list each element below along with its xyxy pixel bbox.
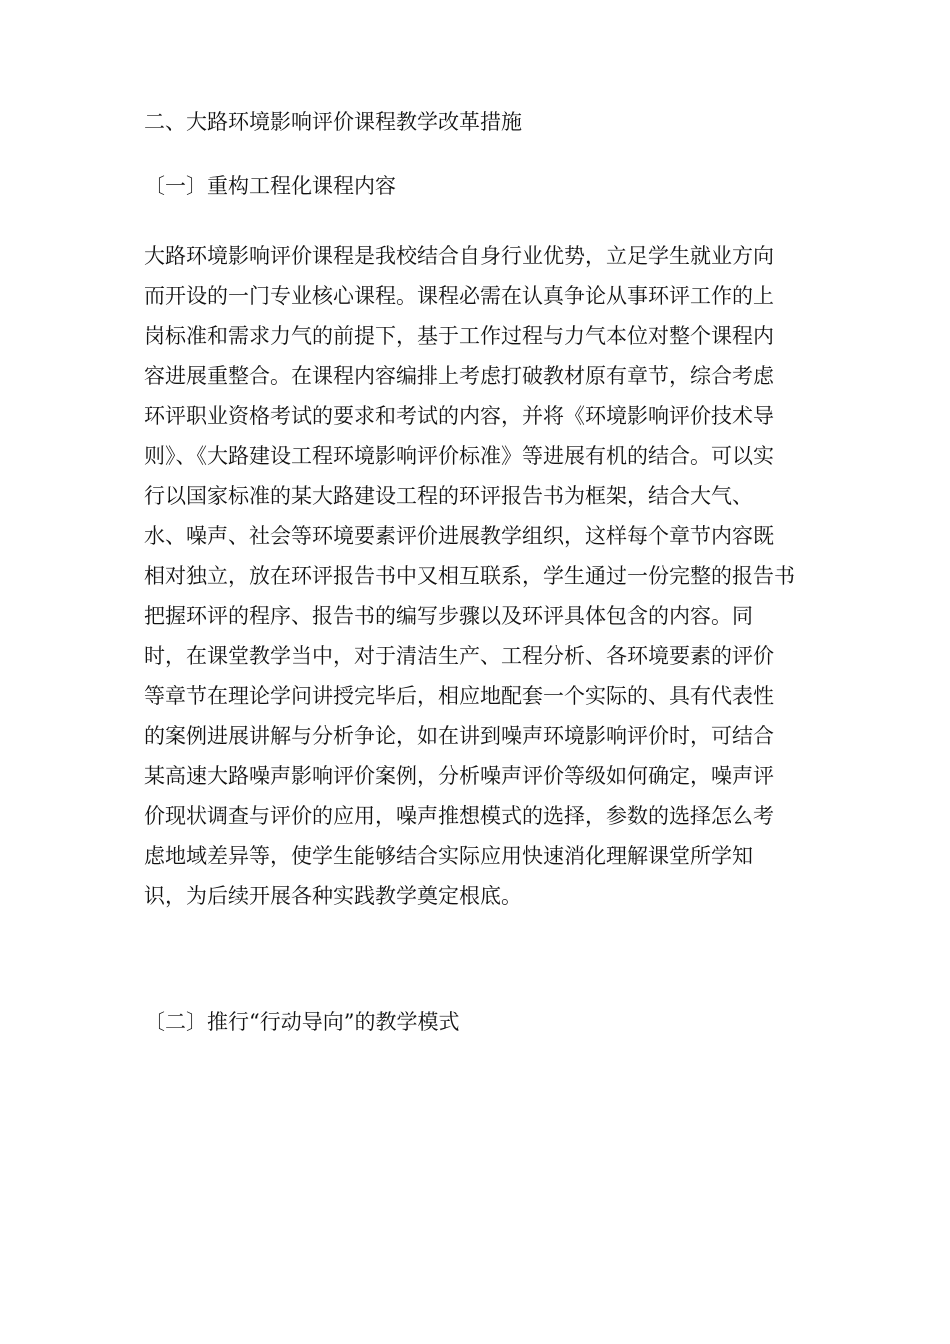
paragraph-line: 识，为后续开展各种实践教学奠定根底。 [144, 884, 522, 908]
paragraph-line: 等章节在理论学问讲授完毕后，相应地配套一个实际的、具有代表性 [144, 684, 774, 708]
paragraph-line: 把握环评的程序、报告书的编写步骤以及环评具体包含的内容。同 [144, 604, 753, 628]
paragraph-line: 行以国家标准的某大路建设工程的环评报告书为框架，结合大气、 [144, 484, 753, 508]
body-paragraph [144, 236, 816, 916]
paragraph-line: 岗标准和需求力气的前提下，基于工作过程与力气本位对整个课程内 [144, 324, 774, 348]
paragraph-line: 价现状调查与评价的应用，噪声推想模式的选择，参数的选择怎么考 [144, 804, 774, 828]
paragraph-line: 环评职业资格考试的要求和考试的内容，并将《环境影响评价技术导 [144, 404, 774, 428]
paragraph-line: 容进展重整合。在课程内容编排上考虑打破教材原有章节，综合考虑 [144, 364, 774, 388]
paragraph-line: 水、噪声、社会等环境要素评价进展教学组织，这样每个章节内容既 [144, 524, 774, 548]
subsection-heading-1: 〔一〕重构工程化课程内容 [144, 174, 396, 198]
paragraph-line: 某高速大路噪声影响评价案例，分析噪声评价等级如何确定，噪声评 [144, 764, 774, 788]
paragraph-line: 相对独立，放在环评报告书中又相互联系，学生通过一份完整的报告书 [144, 564, 795, 588]
subsection-heading-2: 〔二〕推行“行动导向”的教学模式 [144, 1010, 460, 1034]
paragraph-line: 的案例进展讲解与分析争论，如在讲到噪声环境影响评价时，可结合 [144, 724, 774, 748]
paragraph-line: 则》、《大路建设工程环境影响评价标准》等进展有机的结合。可以实 [144, 444, 774, 468]
paragraph-line: 时，在课堂教学当中，对于清洁生产、工程分析、各环境要素的评价 [144, 644, 774, 668]
paragraph-line: 大路环境影响评价课程是我校结合自身行业优势，立足学生就业方向 [144, 244, 774, 268]
paragraph-line: 而开设的一门专业核心课程。课程必需在认真争论从事环评工作的上 [144, 284, 774, 308]
section-heading: 二、大路环境影响评价课程教学改革措施 [144, 110, 522, 134]
paragraph-line: 虑地域差异等，使学生能够结合实际应用快速消化理解课堂所学知 [144, 844, 753, 868]
